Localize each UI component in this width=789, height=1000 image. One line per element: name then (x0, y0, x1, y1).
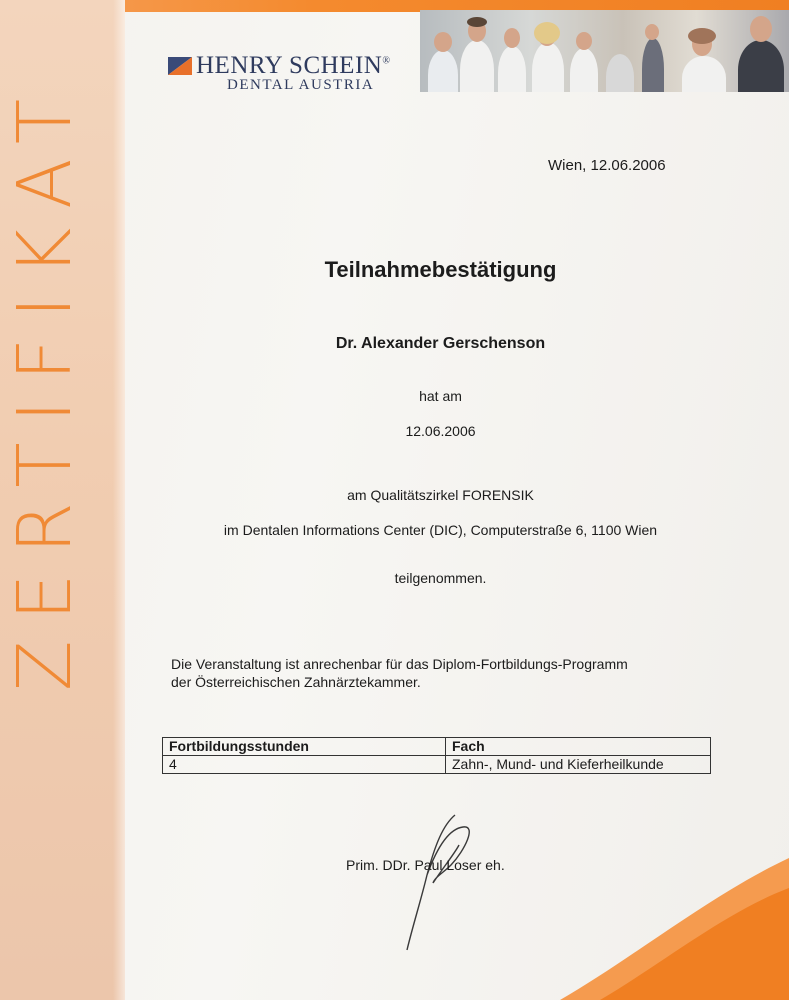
table-header-cell: Fortbildungsstunden (163, 738, 446, 756)
issue-place-date: Wien, 12.06.2006 (548, 157, 666, 174)
event-location: im Dentalen Informations Center (DIC), Computerstraße 6, 1100 Wien (223, 522, 658, 538)
henry-schein-logo (168, 52, 398, 94)
side-title-text: ZERTIFIKAT (2, 78, 89, 692)
accreditation-note (171, 655, 628, 691)
document-title: Teilnahmebestätigung (324, 257, 557, 282)
table-header-cell: Fach (446, 738, 711, 756)
table-cell-subject: Zahn-, Mund- und Kieferheilkunde (446, 756, 711, 774)
event-date: 12.06.2006 (405, 423, 476, 439)
orange-corner-swoosh (560, 840, 789, 1000)
credits-table (162, 737, 711, 774)
logo-subtitle: DENTAL AUSTRIA (227, 77, 375, 93)
accreditation-line-1: Die Veranstaltung ist anrechenbar für das Diplom-Fortbildungs-Programm (171, 656, 628, 672)
event-name: am Qualitätszirkel FORENSIK (347, 487, 534, 503)
signatory-name: Prim. DDr. Paul Loser eh. (346, 857, 505, 873)
dental-team-photo (420, 10, 789, 92)
logo-name: HENRY SCHEIN® (196, 52, 391, 79)
table-cell-hours: 4 (163, 756, 446, 774)
accreditation-line-2: der Österreichischen Zahnärztekammer. (171, 674, 421, 690)
table-row (163, 756, 711, 774)
closing-line: teilgenommen. (394, 570, 487, 586)
body-line-1: hat am (419, 388, 462, 404)
side-title (2, 60, 89, 710)
henry-schein-flag-icon (168, 57, 192, 75)
table-header-row (163, 738, 711, 756)
handwritten-signature (395, 805, 485, 955)
participant-name: Dr. Alexander Gerschenson (335, 335, 546, 352)
